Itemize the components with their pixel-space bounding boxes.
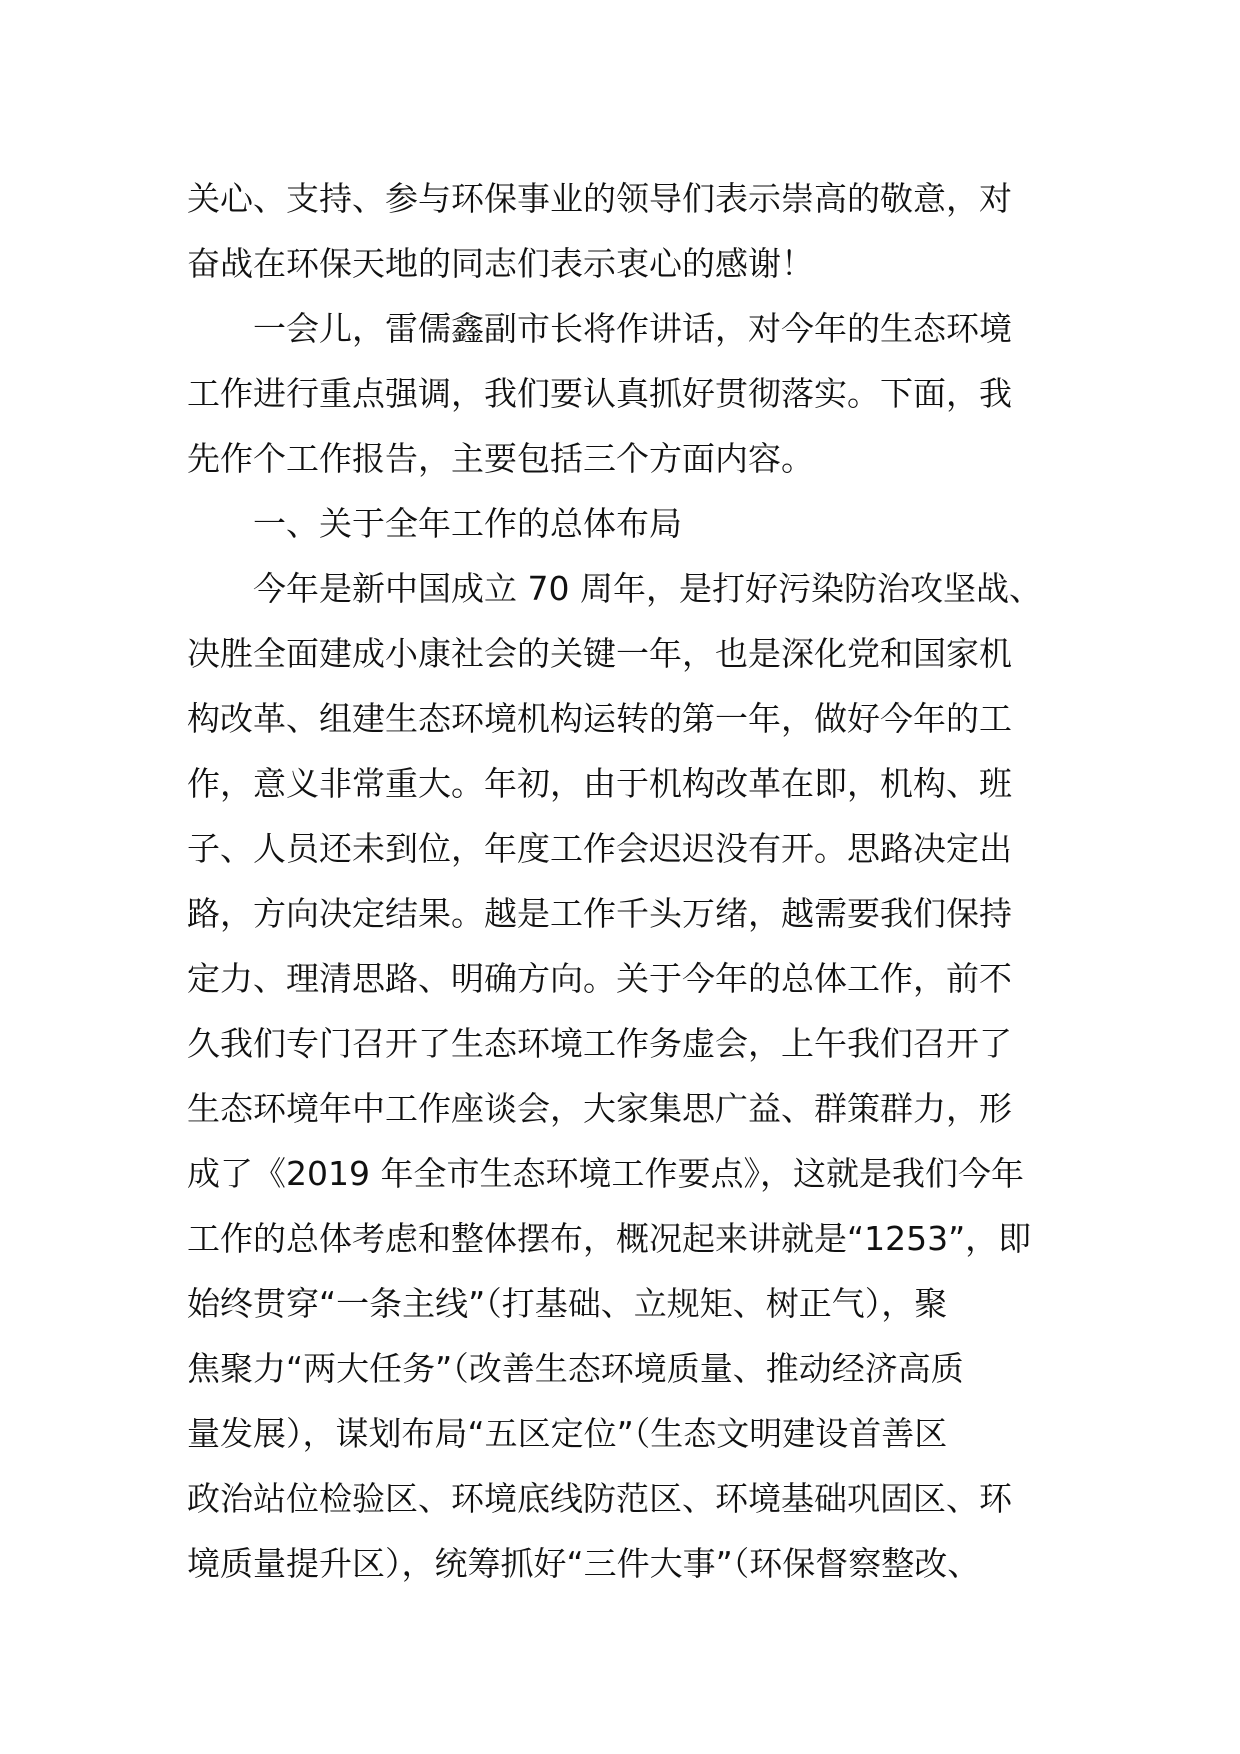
document-body [187, 166, 1067, 1596]
text-line: 焦聚力“两大任务”（改善生态环境质量、推动经济高质 [187, 1349, 964, 1388]
text-line: 工作进行重点强调，我们要认真抓好贯彻落实。下面，我 [187, 374, 1012, 413]
text-line: 始终贯穿“一条主线”（打基础、立规矩、树正气），聚 [187, 1284, 948, 1323]
text-line: 成了《2019 年全市生态环境工作要点》，这就是我们今年 [187, 1154, 1024, 1193]
text-line: 量发展），谋划布局“五区定位”（生态文明建设首善区 [187, 1414, 948, 1453]
text-line: 政治站位检验区、环境底线防范区、环境基础巩固区、环 [187, 1479, 1012, 1518]
text-line: 路，方向决定结果。越是工作千头万绪，越需要我们保持 [187, 894, 1012, 933]
text-line: 先作个工作报告，主要包括三个方面内容。 [187, 439, 814, 478]
text-line: 生态环境年中工作座谈会，大家集思广益、群策群力，形 [187, 1089, 1012, 1128]
text-line: 奋战在环保天地的同志们表示衷心的感谢！ [187, 244, 814, 283]
text-line: 作，意义非常重大。年初，由于机构改革在即，机构、班 [187, 764, 1012, 803]
text-line: 子、人员还未到位，年度工作会迟迟没有开。思路决定出 [187, 829, 1012, 868]
section-heading: 一、关于全年工作的总体布局 [253, 504, 682, 543]
text-line: 一会儿，雷儒鑫副市长将作讲话，对今年的生态环境 [253, 309, 1012, 348]
text-line: 决胜全面建成小康社会的关键一年，也是深化党和国家机 [187, 634, 1012, 673]
text-line: 定力、理清思路、明确方向。关于今年的总体工作，前不 [187, 959, 1012, 998]
text-line: 境质量提升区），统筹抓好“三件大事”（环保督察整改、 [187, 1544, 981, 1583]
text-line: 关心、支持、参与环保事业的领导们表示崇高的敬意，对 [187, 179, 1012, 218]
text-line: 久我们专门召开了生态环境工作务虚会，上午我们召开了 [187, 1024, 1012, 1063]
text-line: 工作的总体考虑和整体摆布，概况起来讲就是“1253”，即 [187, 1219, 1032, 1258]
text-line: 今年是新中国成立 70 周年，是打好污染防治攻坚战、 [253, 569, 1042, 608]
text-line: 构改革、组建生态环境机构运转的第一年，做好今年的工 [187, 699, 1012, 738]
